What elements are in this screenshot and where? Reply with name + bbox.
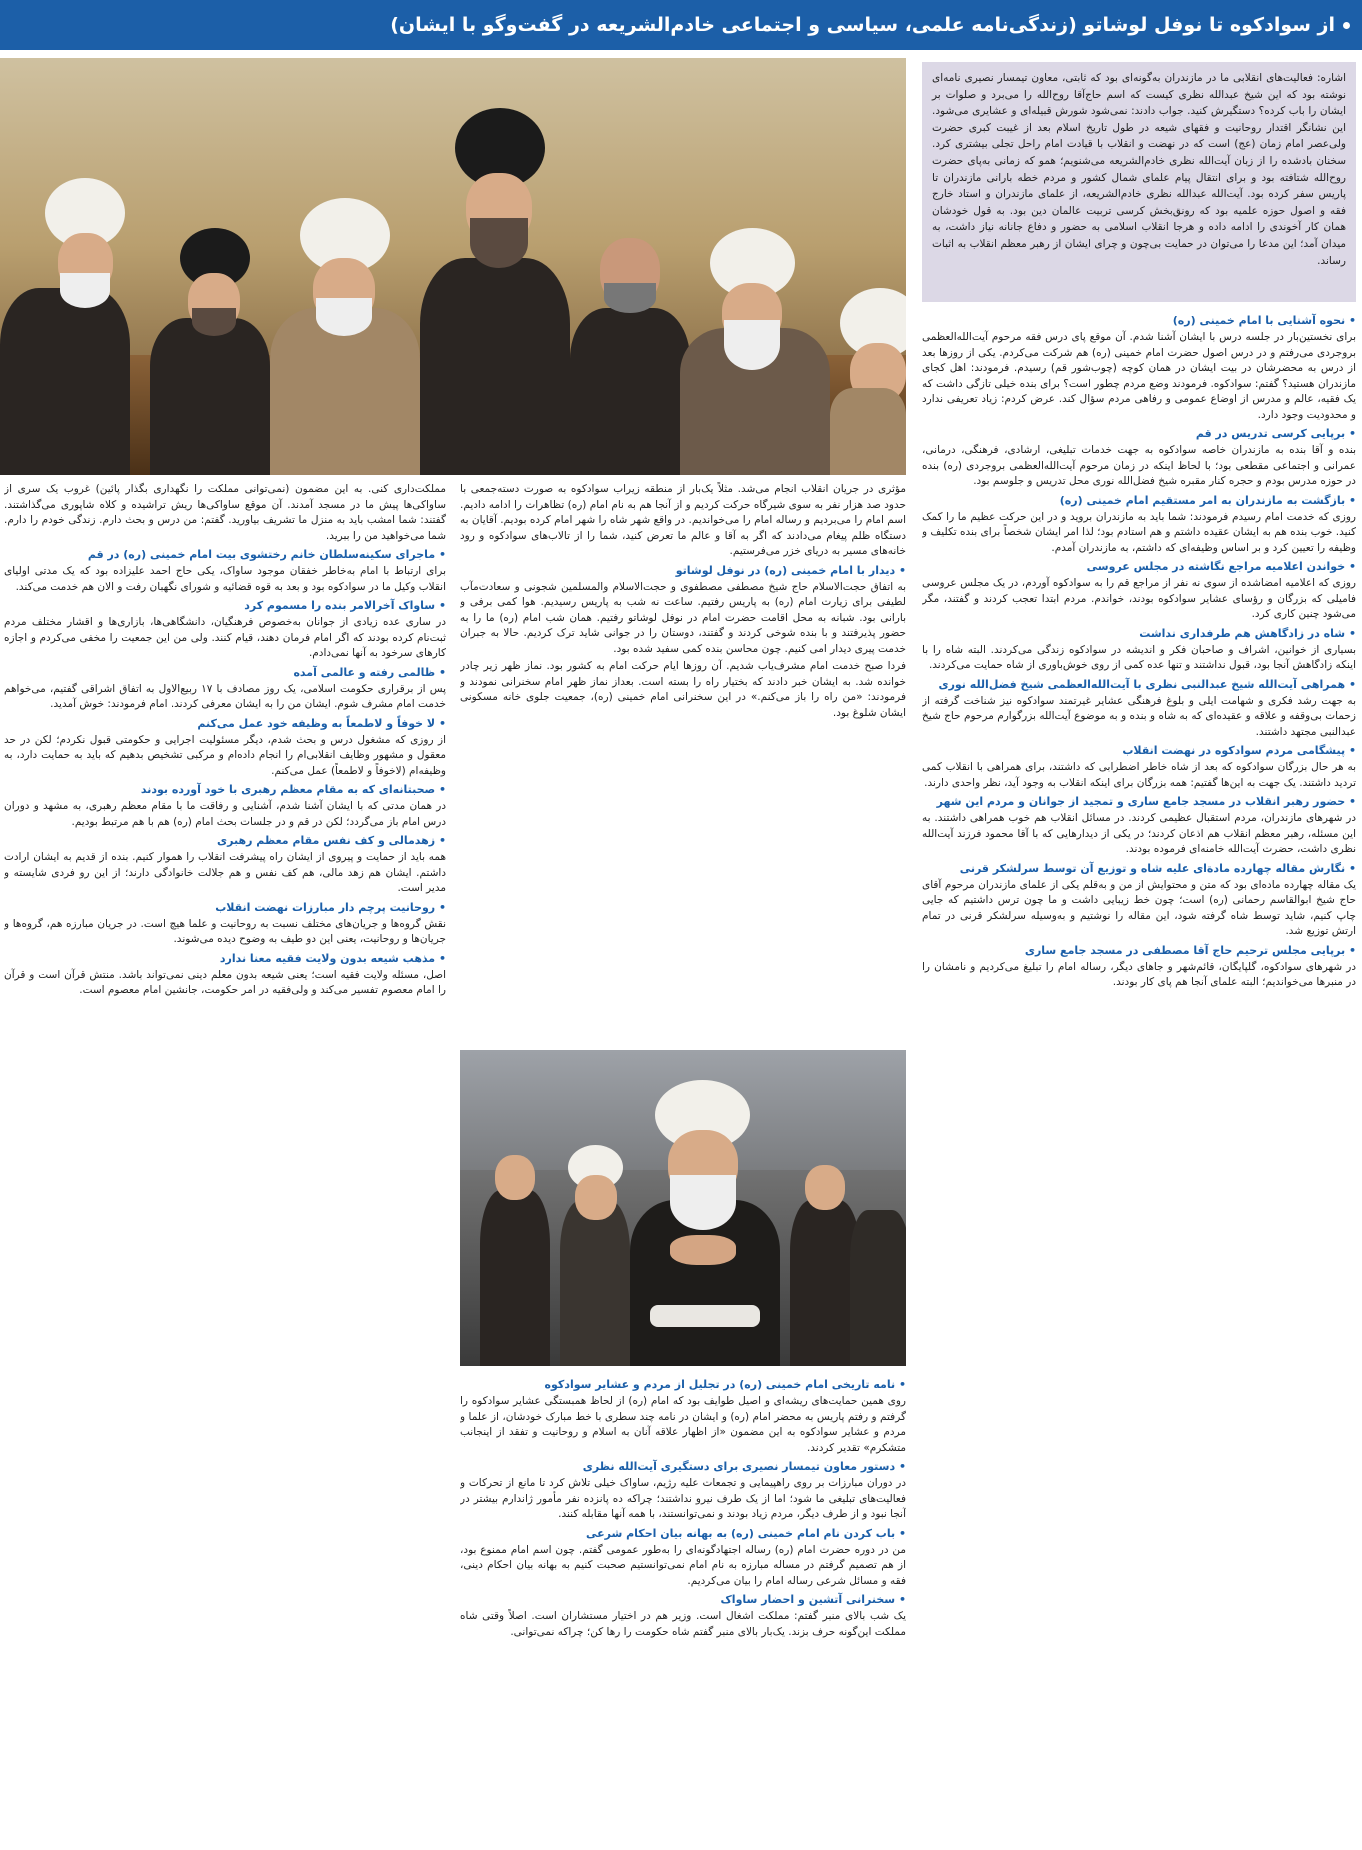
column-right — [922, 310, 1356, 1844]
section-heading: • پیشگامی مردم سوادکوه در نهضت انقلاب — [922, 743, 1356, 758]
section-heading: • دستور معاون تیمسار نصیری برای دستگیری آیت‌الله نظری — [460, 1459, 906, 1474]
section-heading: • نگارش مقاله چهارده مادة‌ای علیه شاه و توزیع آن توسط سرلشکر قرنی — [922, 861, 1356, 876]
section-text: برای نخستین‌بار در جلسه درس با ایشان آشنا شدم. آن موقع پای درس فقه مرحوم آیت‌الله‌العظمی بروجردی می‌رفتم و در درس اصول حضرت امام خمینی (ره) هم شرکت می‌کردم. یکی از روزها بعد از درس به محضرشان در بیت ایشان در همان کوچه (چوب‌شور قم) رسیدم. فرمودند: اهل کجای مازندران هستید؟ گفتم: سوادکوه. فرمودند وضع مردم چطور است؟ برای بنده خیلی تازگی داشت که یک فقیه، عالم و مدرس از اوضاع عمومی و رفاهی مردم سؤال کند. عرض کردم: زیاد تعریفی ندارد و محدودیت وجود دارد. — [922, 331, 1356, 421]
page-title: از سوادکوه تا نوفل لوشاتو (زندگی‌نامه علمی، سیاسی و اجتماعی خادم‌الشریعه در گفت‌وگو با ایشان) — [390, 14, 1335, 36]
section-text: از روزی که مشغول درس و بحث شدم، دیگر مسئولیت اجرایی و حکومتی قبول نکردم؛ لکن در حد معقول و مشهور وظایف انقلابی‌ام را انجام داده‌ام و مرکبی تشخیص بدهیم که باید به حمایت دارد، به وظیفه‌ام (لاخوفاً و لاطمعاً) عمل می‌کنم. — [4, 733, 446, 777]
section-text: روزی که اعلامیه امضاشده از سوی نه نفر از مراجع قم را به سوادکوه آوردم، در یک مجلس عروسی فامیلی که بزرگان و رؤسای عشایر سوادکوه بودند، خواندم. مردم ابتدا تعجب کردند و گفتند، مگر می‌شود چنین کاری کرد. — [922, 577, 1356, 620]
section-text: برای ارتباط با امام به‌خاطر خفقان موجود ساواک، یکی حاج احمد علیزاده بود که یک مدتی اولیای انقلاب وکیل ما در سوادکوه بود و بعد به قوه قضائیه و شورای نگهبان رفت و الان هم خدمت می‌کند. — [4, 565, 446, 593]
figure — [560, 1200, 630, 1366]
figure — [670, 1175, 736, 1230]
section-text: پس از برقراری حکومت اسلامی، یک روز مصادف با ۱۷ ربیع‌الاول به اتفاق اشراقی گفتیم، می‌خواهم خدمت امام مشرف شوم. ایشان من را به ایشان معرفی کردند. امام فرمودند: خوش آمدید. — [4, 682, 446, 710]
hands — [670, 1235, 736, 1265]
figure — [495, 1155, 535, 1200]
figure — [480, 1190, 550, 1366]
bullet-icon — [1343, 22, 1350, 29]
column-middle-top — [460, 482, 906, 1042]
section-text: به هر حال بزرگان سوادکوه که بعد از شاه خاطر اضطرابی که داشتند، برای همراهی با انقلاب کمی تردید داشتند. یک جهت به این‌ها گفتیم: همه بزرگان برای اینکه انقلاب به وجود آید، نظر واحدی دارند. — [922, 761, 1356, 789]
section-text: در شهرهای سوادکوه، گلپایگان، قائم‌شهر و جاهای دیگر، رساله امام را تبلیغ می‌کردیم و نامشان را در منبرها می‌خواندیم؛ البته علمای آنجا هم پای کار بودند. — [922, 960, 1356, 988]
section-text: من در دوره حضرت امام (ره) رساله اجتهاد‌گونه‌ای را به‌طور عمومی گفتم. چون اسم امام ممنوع بود، از هم تصمیم گرفتم در مساله مبارزه به نام امام نمی‌توانستیم صحبت کنیم به بهانه بیان احکام دینی، فقه و مسائل شرعی رساله امام را بیان می‌کردیم. — [460, 1543, 906, 1587]
section-heading: • برپایی کرسی تدریس در قم — [922, 426, 1356, 441]
section-heading: • روحانیت پرچم دار مبارزات نهضت انقلاب — [4, 900, 446, 915]
section-heading: • همراهی آیت‌الله شیخ عبدالنبی نظری با آیت‌الله‌العظمی شیخ فضل‌الله نوری — [922, 677, 1356, 692]
figure — [192, 308, 236, 336]
section-text: در شهرهای مازندران، مردم استقبال عظیمی کردند. در مسائل انقلاب هم خوب همراهی داشتند. به این مسئله، رهبر معظم انقلاب هم اذعان کردند؛ در یکی از دیدارهایی که با آقا محمود فرزند آیت‌الله نظری داشت، حضرت آیت‌الله خامنه‌ای فرموده بودند. — [922, 812, 1356, 855]
section-text: اصل، مسئله ولایت فقیه است؛ یعنی شیعه بدون معلم دینی نمی‌تواند باشد. منتش قرآن است و قرآن را امام معصوم تفسیر می‌کند و ولی‌فقیه در امر حکومت، جانشین امام معصوم است. — [4, 968, 446, 996]
section-text: در ساری عده زیادی از جوانان به‌خصوص فرهنگیان، دانشگاهی‌ها، بازاری‌ها و اقشار مختلف مردم ثبت‌نام کرده بودند که اگر امام فرمان دهند، قیام کنند. ولی من این جمعیت را مخفی می‌کردم و اجازه کارهای سرخود به آنها نمی‌دادم. — [4, 616, 446, 659]
section-heading: • برپایی مجلس ترحیم حاج آقا مصطفی در مسجد جامع ساری — [922, 943, 1356, 958]
column-middle-bottom — [460, 1374, 906, 1844]
figure — [570, 308, 690, 475]
figure — [575, 1175, 617, 1220]
figure — [805, 1165, 845, 1210]
section-heading: • حضور رهبر انقلاب در مسجد جامع ساری و تمجید از جوانان و مردم این شهر — [922, 794, 1356, 809]
section-text: به اتفاق حجت‌الاسلام حاج شیخ مصطفی مصطفوی و حجت‌الاسلام والمسلمین شجونی و سعادت‌مآب لطیفی برای زیارت امام (ره) به پاریس رفتیم. ساعت نه شب به پاریس رسیدیم. هوا کمی برفی و بارانی بود. شبانه به محل اقامت حضرت امام در نوفل لوشاتو رفتیم. همان شب امام (ره) ما را به حضور پذیرفتند و با بنده شوخی کردند و گفتند، دوستان را در جوانی شاید ترک کردیم. حالا به جبران خدمت پیری دیدار امی کنیم. چون محاسن بنده کمی سفید شده بود. — [460, 580, 906, 655]
white-sash — [650, 1305, 760, 1327]
section-text: به جهت رشد فکری و شهامت ایلی و بلوغ فرهنگی عشایر غیرتمند سوادکوه نیز شناخت گرفته از زحمات بی‌وقفه و علاقه و عقیده‌ای که به شاه و بنده و به موضوع آیت‌الله بزرگوارم مرحوم حاج شیخ عبدالنبی مجتهد داشتند. — [922, 694, 1356, 738]
section-heading: • صحبتانه‌ای که به مقام معظم رهبری با خود آورده بودند — [4, 782, 446, 797]
section-heading: • نامه تاریخی امام خمینی (ره) در تجلیل از مردم و عشایر سوادکوه — [460, 1377, 906, 1392]
section-text: نقش گروه‌ها و جریان‌های مختلف نسبت به روحانیت و علما هیچ است. در جریان مبارزه هم، گروه‌ها و جریان‌ها و روحانیت، یعنی این دو طیف به وضوح دیده می‌شوند. — [4, 917, 446, 945]
section-text: بنده و آقا بنده به مازندران خاصه سوادکوه به جهت خدمات تبلیغی، ارشادی، فرهنگی، درمانی، عمرانی و اجتماعی مقطعی بود؛ با لحاظ اینکه در زمان مرحوم آیت‌الله‌العظمی بروجردی (ره) بنده در حوزه مدرس بودم و حجره کنار مقبره شیخ فضل‌الله نوری محل تدریس و جلوسم بود. — [922, 444, 1356, 487]
section-text: همه باید از حمایت و پیروی از ایشان راه پیشرفت انقلاب را هموار کنیم. بنده از قدیم به ایشان ارادت داشتم. ایشان هم زهد مالی، هم کف نفس و هم جلالت خانوادگی دارند؛ از این رو فردی شایسته و مدیر است. — [4, 851, 446, 894]
figure — [604, 283, 656, 313]
figure — [830, 388, 906, 475]
section-text: یک شب بالای منبر گفتم: مملکت اشغال است. وزیر هم در اختیار مستشاران است. اصلاً وقتی شاه مملکت این‌گونه حرف بزند. یک‌بار بالای منبر گفتم شاه حکومت را رها کن؛ چراکه نمی‌توانی. — [460, 1610, 906, 1638]
column-left — [4, 482, 446, 1844]
section-text: فردا صبح خدمت امام مشرف‌یاب شدیم. آن روزها ایام حرکت امام به کشور بود. نماز ظهر زیر چادر خوانده شد. به ایشان خبر دادند که بختیار راه را بسته است. بعداز نماز ظهر امام سخنرانی نمودند و فرمودند: «من راه را باز می‌کنم.» در این سخنرانی امام خمینی (ره)، جمعیت جلوی خانه مسکونی ایشان شلوغ بود. — [460, 660, 906, 719]
section-text: در همان مدتی که با ایشان آشنا شدم، آشنایی و رفاقت ما با مقام معظم رهبری، به مشهد و دوران درس امام باز می‌گردد؛ لکن در قم و در جلسات بحث امام (ره) هم با هم مرتبط بودیم. — [4, 800, 446, 828]
section-heading: • باب کردن نام امام خمینی (ره) به بهانه بیان احکام شرعی — [460, 1526, 906, 1541]
section-heading: • زهدمالی و کف نفس مقام معظم رهبری — [4, 833, 446, 848]
section-text: روزی که خدمت امام رسیدم فرمودند: شما باید به مازندران بروید و در این حرکت عظیم ما را کمک کنید. خوب بنده هم به ایشان عقیده داشتم و هم استادم بود؛ لذا امر ایشان شخصاً برای بنده تکلیف و وظیفه را تعیین کرد و بر اساس وظیفه‌ای که داشتم، به مازندران آمدم. — [922, 510, 1356, 554]
section-heading: • ظالمی رفته و عالمی آمده — [4, 665, 446, 680]
section-heading: • بازگشت به مازندران به امر مستقیم امام خمینی (ره) — [922, 493, 1356, 508]
figure — [150, 318, 270, 475]
section-heading: • سخنرانی آتشین و احضار ساواک — [460, 1592, 906, 1607]
section-heading: • شاه در زادگاهش هم طرفداری نداشت — [922, 626, 1356, 641]
section-text: بسیاری از خوانین، اشراف و صاحبان فکر و اندیشه در سوادکوه زندگی می‌کردند. البته شاه را با اینکه زادگاهش آنجا بود، قبول نداشتند و تنها عده کمی از روی خوش‌باوری از شاه حمایت می‌کردند. — [922, 643, 1356, 671]
gathering-photo — [460, 1050, 906, 1366]
figure — [0, 288, 130, 475]
figure — [470, 218, 528, 268]
figure — [420, 258, 570, 475]
section-text: روی همین حمایت‌های ریشه‌ای و اصیل طوایف بود که امام (ره) از لحاظ همبستگی عشایر سوادکوه را گرفتم و رفتم پاریس به محضر امام (ره) و ایشان در نامه چند سطری با خط مبارک خودشان، از علما و مردم و عشایر سوادکوه به این مضمون «از اظهار علاقه آنان به اسلام و روحانیت و تفقد از اینجانب متشکرم» تقدیر کردند. — [460, 1395, 906, 1454]
page-header — [0, 0, 1362, 50]
section-heading: • خواندن اعلامیه مراجع نگاشته در مجلس عروسی — [922, 559, 1356, 574]
section-heading: • مذهب شیعه بدون ولایت فقیه معنا ندارد — [4, 951, 446, 966]
intro-box — [922, 62, 1356, 302]
section-text: در دوران مبارزات بر روی راهپیمایی و تجمعات علیه رژیم، ساواک خیلی تلاش کرد تا مانع از تحرکات و فعالیت‌های تبلیغی ما شود؛ اما از یک طرف نیرو نداشتند؛ چراکه ده پانزده نفر مأمور ژاندارم بیشتر در آنجا نبود و از طرف دیگر، مردم زیاد بودند و نمی‌توانستند، با همه آنها مقابله کنند. — [460, 1477, 906, 1520]
figure — [60, 273, 110, 308]
section-text: مملکت‌داری کنی. به این مضمون (نمی‌توانی مملکت را نگهداری بگذار پائین) غروب یک سری از ساواکی‌ها پیش ما در مسجد آمدند. آن موقع ساواکی‌ها ریش تراشیده و کلاه شاپوری می‌گذاشتند. گفتند: شما امشب باید به منزل ما تشریف بیاورید. گفتم: من درس و بحث دارم. زندگی خودم را دارم. شما می‌خواهید من را ببرید. — [4, 483, 446, 542]
section-text: مؤثری در جریان انقلاب انجام می‌شد. مثلاً یک‌بار از منطقه زیراب سوادکوه به صورت دسته‌جمعی با حدود صد هزار نفر به سوی شیرگاه حرکت کردیم و از آنجا هم به نام امام (ره) تظاهرات را ادامه دادیم. اسم امام را می‌بردیم و رساله امام را می‌خواندیم. در واقع شهر شاه را شهر امام کرده بودیم. آقایان به دستگاه ظلم پیغام می‌دادند که اگر به آقا و عالم ما تعرض کنید، شما را از تالاب‌های سوادکوه و رود خانه‌های مسیر به دریای خزر می‌فرستیم. — [460, 483, 906, 557]
section-heading: • ساواک آخرالامر بنده را مسموم کرد — [4, 598, 446, 613]
section-heading: • ماجرای سکینه‌سلطان خانم رختشوی بیت امام خمینی (ره) در قم — [4, 547, 446, 562]
intro-text: اشاره: فعالیت‌های انقلابی ما در مازندران به‌گونه‌ای بود که ثابتی، معاون تیمسار نصیری نامه‌ای نوشته بود که این شیخ عبدالله نظری کیست که اسم حاج‌آقا روح‌الله را می‌برد و صلوات بر ایشان را باب کرده؟ دستگیرش کنید. جواب دادند: نمی‌شود شورش قبیله‌ای و عشایری می‌شود. این نشانگر اقتدار روحانیت و فقهای شیعه در طول تاریخ اسلام بعد از غیبت کبری حضرت ولی‌عصر امام زمان (عج) است که در نهضت و انقلاب با قیادت امام راحل تجلی بیشتری کرد. سخنان بادشده را از زبان آیت‌الله نظری خادم‌الشریعه می‌شنویم؛ همو که زمانی به‌پای حضرت روح‌الله شتافته بود و برای انتقال پیام علمای شمال کشور و مردم خطه بارانی مازندران تا پاریس سفر کرده بود. آیت‌الله عبدالله نظری خادم‌الشریعه، از علمای مازندران و استاد خارج فقه و اصول حوزه علمیه بود که رونق‌بخش کرسی تربیت عالمان دین بود. به قول خودشان همان کار آخوندی را ادامه داده و هرجا انقلاب اسلامی به حضور و دفاع جانانه نیاز داشت، به میدان آمد؛ این مدعا را می‌توان در حمایت بی‌چون و چرای ایشان از رهبر معظم انقلاب به اثبات رساند. — [932, 72, 1346, 267]
figure — [316, 298, 372, 336]
section-heading: • نحوه آشنایی با امام خمینی (ره) — [922, 313, 1356, 328]
section-text: یک مقاله چهارده ماده‌ای بود که متن و محتوایش از من و به‌قلم یکی از علمای مازندران مرحوم آقای حاج شیخ ابوالقاسم رحمانی (ره) است؛ چون خط زیبایی داشت و ما چون ترس داشتیم که جایی چاپ کنیم، شاید توسط شاه گرفته شود، این مقاله را نوشتیم و به‌وسیله سرلشکر قرنی در تمام ارتش توزیع شد. — [922, 878, 1356, 937]
meeting-photo — [0, 58, 906, 475]
figure — [724, 320, 780, 370]
section-heading: • دیدار با امام خمینی (ره) در نوفل لوشاتو — [460, 563, 906, 578]
section-heading: • لا خوفاً و لاطمعاً به وظیفه خود عمل می‌کنم — [4, 716, 446, 731]
figure — [850, 1210, 906, 1366]
